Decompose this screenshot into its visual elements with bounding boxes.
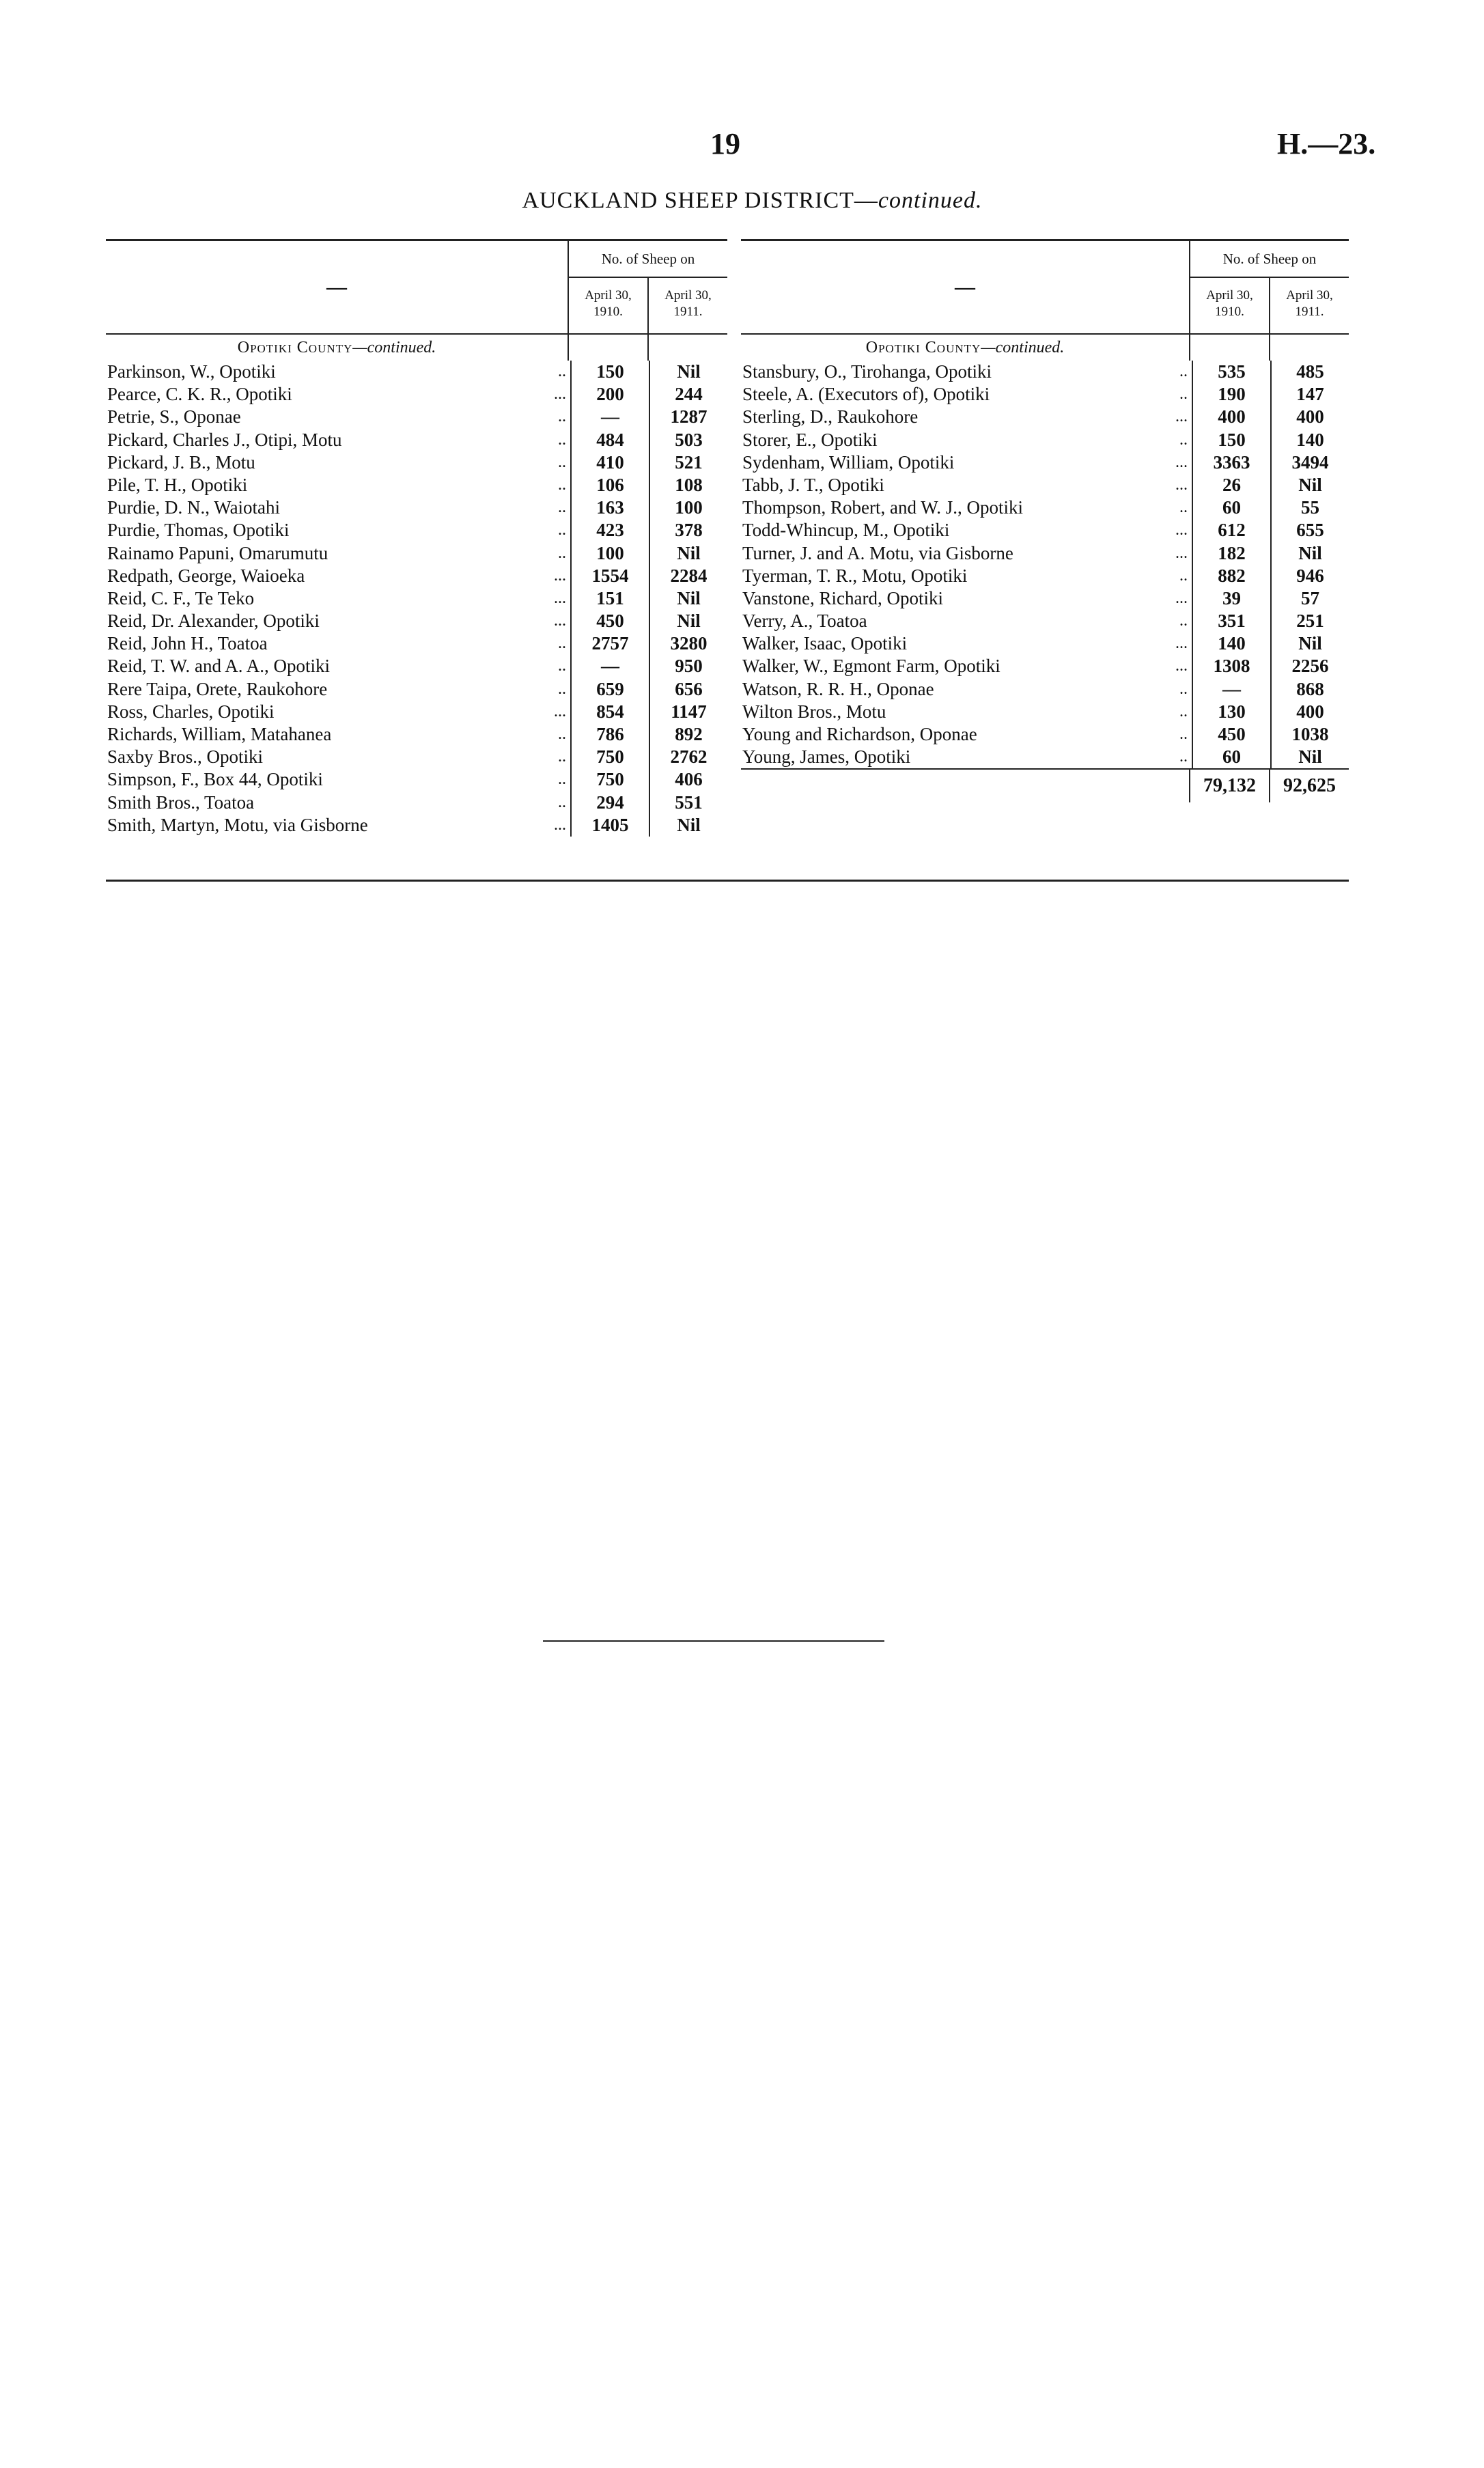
sheep-1911: Nil bbox=[649, 610, 727, 632]
table-row bbox=[106, 587, 727, 610]
title-continued: continued. bbox=[878, 188, 983, 213]
table-row bbox=[741, 519, 1349, 542]
total-1911: 92,625 bbox=[1269, 770, 1349, 802]
header-description: — bbox=[326, 275, 347, 298]
leader-dots: ... bbox=[554, 702, 566, 720]
owner-name: Reid, Dr. Alexander, Opotiki bbox=[107, 611, 320, 632]
owner-name: Reid, T. W. and A. A., Opotiki bbox=[107, 656, 331, 677]
leader-dots: .. bbox=[1179, 566, 1188, 585]
sheep-1910: 535 bbox=[1192, 361, 1270, 383]
owner-name: Steele, A. (Executors of), Opotiki bbox=[742, 384, 990, 405]
leader-dots: .. bbox=[558, 430, 566, 449]
table-row bbox=[741, 746, 1349, 768]
table-row bbox=[741, 474, 1349, 496]
sheep-1911: Nil bbox=[649, 814, 727, 837]
owner-name: Smith, Martyn, Motu, via Gisborne bbox=[107, 814, 368, 835]
sheep-1910: 100 bbox=[570, 542, 649, 565]
sheep-1911: 946 bbox=[1270, 565, 1349, 587]
header-sheep-columns bbox=[1189, 241, 1349, 333]
table-row bbox=[741, 701, 1349, 723]
owner-name: Walker, W., Egmont Farm, Opotiki bbox=[742, 656, 1000, 677]
leader-dots: .. bbox=[558, 453, 566, 471]
sheep-1911: 2256 bbox=[1270, 655, 1349, 677]
sheep-1911: 503 bbox=[649, 429, 727, 451]
table-row bbox=[741, 723, 1349, 746]
leader-dots: .. bbox=[558, 679, 566, 698]
owner-name: Richards, William, Matahanea bbox=[107, 724, 332, 744]
header-sheep-columns bbox=[568, 241, 727, 333]
table-row bbox=[106, 542, 727, 565]
sheep-1911: 108 bbox=[649, 474, 727, 496]
owner-name: Sterling, D., Raukohore bbox=[742, 406, 919, 427]
table-row bbox=[106, 701, 727, 723]
table-row bbox=[741, 542, 1349, 565]
header-col-1910: April 30, 1910. bbox=[1206, 288, 1253, 319]
header-col-1911: April 30, 1911. bbox=[647, 278, 727, 333]
leader-dots: ... bbox=[1175, 453, 1188, 471]
sheep-1911: 892 bbox=[649, 723, 727, 746]
owner-name: Pile, T. H., Opotiki bbox=[107, 474, 248, 495]
sheep-1910: 163 bbox=[570, 496, 649, 519]
page-code: H.—23. bbox=[1277, 127, 1376, 160]
page-number: 19 bbox=[710, 127, 740, 160]
table-row bbox=[106, 361, 727, 383]
owner-name: Smith Bros., Toatoa bbox=[107, 791, 255, 813]
leader-dots: ... bbox=[554, 815, 566, 834]
sheep-1911: 3280 bbox=[649, 632, 727, 655]
leader-dots: .. bbox=[558, 499, 566, 517]
owner-name: Walker, Isaac, Opotiki bbox=[742, 633, 908, 654]
sheep-1910: 484 bbox=[570, 429, 649, 451]
sheep-1910: 26 bbox=[1192, 474, 1270, 496]
table-row bbox=[741, 565, 1349, 587]
sheep-1911: 485 bbox=[1270, 361, 1349, 383]
table-row bbox=[106, 723, 727, 746]
sheep-1910: 106 bbox=[570, 474, 649, 496]
owner-name: Todd-Whincup, M., Opotiki bbox=[742, 520, 950, 541]
sheep-1910: 750 bbox=[570, 746, 649, 768]
sheep-1911: 55 bbox=[1270, 496, 1349, 519]
header-group-label: No. of Sheep on bbox=[1190, 241, 1349, 278]
county-heading bbox=[106, 335, 727, 361]
leader-dots: .. bbox=[558, 475, 566, 494]
owner-name: Vanstone, Richard, Opotiki bbox=[742, 587, 943, 608]
sheep-1911: 147 bbox=[1270, 383, 1349, 406]
sheep-1910: 1308 bbox=[1192, 655, 1270, 677]
sheep-1910: 3363 bbox=[1192, 451, 1270, 474]
sheep-1910: 151 bbox=[570, 587, 649, 610]
right-table bbox=[741, 239, 1349, 802]
leader-dots: .. bbox=[1179, 430, 1188, 449]
sheep-1911: 378 bbox=[649, 519, 727, 542]
leader-dots: .. bbox=[558, 544, 566, 562]
table-row bbox=[106, 451, 727, 474]
leader-dots: .. bbox=[558, 363, 566, 380]
owner-name: Thompson, Robert, and W. J., Opotiki bbox=[742, 497, 1023, 518]
total-row bbox=[741, 768, 1349, 802]
sheep-1911: 251 bbox=[1270, 610, 1349, 632]
sheep-1910: 60 bbox=[1192, 496, 1270, 519]
sheep-1911: 244 bbox=[649, 383, 727, 406]
page-title bbox=[0, 188, 1484, 214]
leader-dots: .. bbox=[558, 634, 566, 653]
owner-name: Pearce, C. K. R., Opotiki bbox=[107, 384, 292, 405]
sheep-1910: 410 bbox=[570, 451, 649, 474]
table-row bbox=[106, 791, 727, 814]
owner-name: Purdie, Thomas, Opotiki bbox=[107, 520, 290, 541]
leader-dots: .. bbox=[1179, 385, 1188, 404]
county-heading bbox=[741, 335, 1349, 361]
sheep-1911: 1147 bbox=[649, 701, 727, 723]
table-row bbox=[106, 383, 727, 406]
leader-dots: ... bbox=[554, 385, 566, 404]
sheep-1910: 854 bbox=[570, 701, 649, 723]
header-description: — bbox=[955, 275, 975, 298]
leader-dots: .. bbox=[1179, 702, 1188, 720]
sheep-1910: 130 bbox=[1192, 701, 1270, 723]
leader-dots: ... bbox=[1175, 408, 1188, 426]
sheep-1911: Nil bbox=[649, 542, 727, 565]
leader-dots: .. bbox=[1179, 748, 1188, 766]
table-row bbox=[106, 768, 727, 791]
owner-name: Saxby Bros., Opotiki bbox=[107, 746, 264, 768]
owner-name: Pickard, Charles J., Otipi, Motu bbox=[107, 429, 342, 450]
table-row bbox=[741, 610, 1349, 632]
leader-dots: .. bbox=[558, 521, 566, 539]
table-row bbox=[106, 474, 727, 496]
owner-name: Purdie, D. N., Waiotahi bbox=[107, 497, 281, 518]
leader-dots: ... bbox=[1175, 634, 1188, 653]
title-main: AUCKLAND SHEEP DISTRICT— bbox=[522, 188, 878, 213]
owner-name: Petrie, S., Oponae bbox=[107, 406, 241, 427]
leader-dots: .. bbox=[558, 725, 566, 743]
total-1910: 79,132 bbox=[1189, 770, 1269, 802]
table-row bbox=[106, 519, 727, 542]
header-col-1911: April 30, 1911. bbox=[1269, 278, 1349, 333]
owner-name: Storer, E., Opotiki bbox=[742, 429, 878, 450]
sheep-1911: Nil bbox=[649, 587, 727, 610]
owner-name: Ross, Charles, Opotiki bbox=[107, 701, 275, 722]
separator-line bbox=[543, 1640, 884, 1642]
table-row bbox=[741, 678, 1349, 701]
table-row bbox=[741, 587, 1349, 610]
table-row bbox=[106, 678, 727, 701]
sheep-1911: 406 bbox=[649, 768, 727, 791]
sheep-1911: Nil bbox=[1270, 474, 1349, 496]
leader-dots: ... bbox=[1175, 521, 1188, 539]
sheep-1910: 400 bbox=[1192, 406, 1270, 428]
owner-name: Stansbury, O., Tirohanga, Opotiki bbox=[742, 361, 992, 382]
county-name: Opotiki County bbox=[237, 339, 353, 356]
table-row bbox=[741, 406, 1349, 428]
sheep-1910: 351 bbox=[1192, 610, 1270, 632]
leader-dots: .. bbox=[558, 793, 566, 811]
leader-dots: ... bbox=[554, 566, 566, 585]
owner-name: Verry, A., Toatoa bbox=[742, 611, 867, 632]
county-suffix: —continued. bbox=[352, 339, 436, 356]
sheep-1910: 659 bbox=[570, 678, 649, 701]
sheep-1911: 655 bbox=[1270, 519, 1349, 542]
table-header bbox=[106, 241, 727, 335]
owner-name: Young and Richardson, Oponae bbox=[742, 724, 977, 744]
table-row bbox=[106, 610, 727, 632]
owner-name: Parkinson, W., Opotiki bbox=[107, 361, 276, 382]
header-col-1910: April 30, 1910. bbox=[585, 288, 632, 319]
sheep-1910: 60 bbox=[1192, 746, 1270, 768]
table-row bbox=[741, 429, 1349, 451]
right-rows bbox=[741, 361, 1349, 768]
sheep-1911: 551 bbox=[649, 791, 727, 814]
owner-name: Wilton Bros., Motu bbox=[742, 701, 886, 722]
closing-rule bbox=[106, 880, 1349, 882]
sheep-1910: 200 bbox=[570, 383, 649, 406]
table-row bbox=[741, 632, 1349, 655]
table-row bbox=[106, 814, 727, 837]
leader-dots: .. bbox=[558, 748, 566, 766]
table-row bbox=[741, 496, 1349, 519]
county-name: Opotiki County bbox=[865, 339, 981, 356]
sheep-1911: 868 bbox=[1270, 678, 1349, 701]
table-row bbox=[106, 655, 727, 677]
table-row bbox=[106, 406, 727, 428]
sheep-1911: Nil bbox=[1270, 632, 1349, 655]
sheep-1910: 423 bbox=[570, 519, 649, 542]
owner-name: Redpath, George, Waioeka bbox=[107, 565, 305, 586]
sheep-1910: — bbox=[1192, 678, 1270, 701]
sheep-1911: 1038 bbox=[1270, 723, 1349, 746]
leader-dots: .. bbox=[558, 770, 566, 789]
owner-name: Turner, J. and A. Motu, via Gisborne bbox=[742, 542, 1013, 563]
sheep-1911: 521 bbox=[649, 451, 727, 474]
sheep-1910: 150 bbox=[1192, 429, 1270, 451]
owner-name: Watson, R. R. H., Oponae bbox=[742, 678, 934, 699]
sheep-1911: 656 bbox=[649, 678, 727, 701]
sheep-1910: 190 bbox=[1192, 383, 1270, 406]
sheep-1911: Nil bbox=[649, 361, 727, 383]
owner-name: Tabb, J. T., Opotiki bbox=[742, 474, 884, 495]
header-group-label: No. of Sheep on bbox=[569, 241, 727, 278]
sheep-1911: 400 bbox=[1270, 701, 1349, 723]
sheep-1911: 1287 bbox=[649, 406, 727, 428]
county-suffix: —continued. bbox=[981, 339, 1065, 356]
sheep-1910: 750 bbox=[570, 768, 649, 791]
sheep-1910: 39 bbox=[1192, 587, 1270, 610]
sheep-1910: 882 bbox=[1192, 565, 1270, 587]
sheep-1910: — bbox=[570, 406, 649, 428]
sheep-1911: 2284 bbox=[649, 565, 727, 587]
owner-name: Young, James, Opotiki bbox=[742, 746, 911, 768]
sheep-1910: 294 bbox=[570, 791, 649, 814]
owner-name: Reid, John H., Toatoa bbox=[107, 633, 268, 654]
sheep-1911: Nil bbox=[1270, 746, 1349, 768]
sheep-1911: 100 bbox=[649, 496, 727, 519]
leader-dots: .. bbox=[558, 657, 566, 675]
sheep-1910: 786 bbox=[570, 723, 649, 746]
sheep-1911: 950 bbox=[649, 655, 727, 677]
owner-name: Pickard, J. B., Motu bbox=[107, 451, 255, 473]
sheep-1910: 150 bbox=[570, 361, 649, 383]
sheep-1910: 1554 bbox=[570, 565, 649, 587]
left-rows bbox=[106, 361, 727, 837]
leader-dots: .. bbox=[1179, 612, 1188, 630]
leader-dots: ... bbox=[1175, 657, 1188, 675]
sheep-1911: 3494 bbox=[1270, 451, 1349, 474]
table-row bbox=[741, 451, 1349, 474]
owner-name: Rainamo Papuni, Omarumutu bbox=[107, 542, 328, 563]
leader-dots: .. bbox=[1179, 679, 1188, 698]
leader-dots: ... bbox=[554, 589, 566, 607]
sheep-1911: 57 bbox=[1270, 587, 1349, 610]
sheep-1910: 182 bbox=[1192, 542, 1270, 565]
table-row bbox=[106, 496, 727, 519]
sheep-1910: 2757 bbox=[570, 632, 649, 655]
sheep-1910: 450 bbox=[1192, 723, 1270, 746]
table-row bbox=[106, 746, 727, 768]
sheep-1910: 140 bbox=[1192, 632, 1270, 655]
owner-name: Simpson, F., Box 44, Opotiki bbox=[107, 769, 323, 790]
table-row bbox=[741, 383, 1349, 406]
sheep-1910: 450 bbox=[570, 610, 649, 632]
owner-name: Sydenham, William, Opotiki bbox=[742, 451, 955, 473]
table-header bbox=[741, 241, 1349, 335]
owner-name: Tyerman, T. R., Motu, Opotiki bbox=[742, 565, 968, 586]
table-row bbox=[106, 565, 727, 587]
sheep-1911: 400 bbox=[1270, 406, 1349, 428]
sheep-1911: 140 bbox=[1270, 429, 1349, 451]
leader-dots: .. bbox=[1179, 499, 1188, 517]
leader-dots: .. bbox=[558, 408, 566, 426]
leader-dots: ... bbox=[1175, 589, 1188, 607]
leader-dots: .. bbox=[1179, 725, 1188, 743]
left-table bbox=[106, 239, 727, 837]
table-row bbox=[741, 361, 1349, 383]
leader-dots: ... bbox=[1175, 475, 1188, 494]
sheep-1911: 2762 bbox=[649, 746, 727, 768]
sheep-1910: 1405 bbox=[570, 814, 649, 837]
leader-dots: ... bbox=[1175, 544, 1188, 562]
owner-name: Rere Taipa, Orete, Raukohore bbox=[107, 678, 328, 699]
table-row bbox=[106, 429, 727, 451]
leader-dots: .. bbox=[1179, 363, 1188, 380]
table-row bbox=[741, 655, 1349, 677]
sheep-1910: — bbox=[570, 655, 649, 677]
leader-dots: ... bbox=[554, 612, 566, 630]
owner-name: Reid, C. F., Te Teko bbox=[107, 587, 255, 608]
sheep-1911: Nil bbox=[1270, 542, 1349, 565]
table-row bbox=[106, 632, 727, 655]
sheep-1910: 612 bbox=[1192, 519, 1270, 542]
